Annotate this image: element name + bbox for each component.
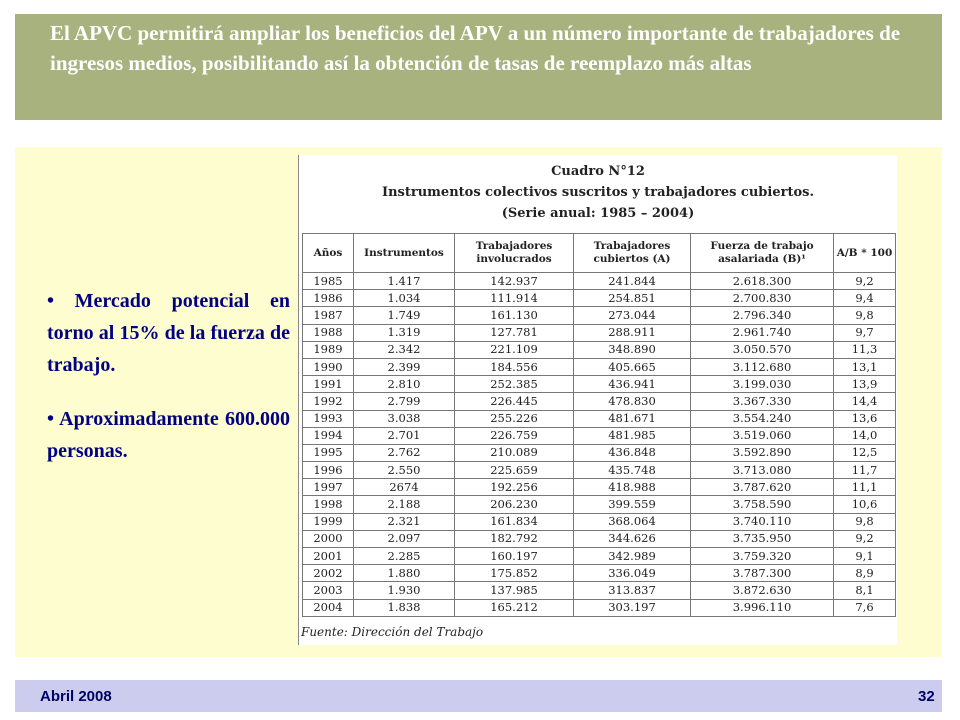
table-row bbox=[303, 513, 896, 530]
table-cell: 1996 bbox=[303, 462, 354, 479]
table-cell: 2.285 bbox=[354, 548, 455, 565]
col-header-labor-force: Fuerza de trabajo asalariada (B)¹ bbox=[691, 234, 834, 273]
table-cell: 3.112.680 bbox=[691, 358, 834, 375]
table-cell: 2674 bbox=[354, 479, 455, 496]
table-cell: 405.665 bbox=[574, 358, 691, 375]
table-cell: 111.914 bbox=[455, 290, 574, 307]
table-cell: 192.256 bbox=[455, 479, 574, 496]
table-cell: 2.342 bbox=[354, 341, 455, 358]
table-cell: 11,1 bbox=[834, 479, 896, 496]
table-cell: 336.049 bbox=[574, 565, 691, 582]
table-cell: 348.890 bbox=[574, 341, 691, 358]
table-row bbox=[303, 565, 896, 582]
table-cell: 161.130 bbox=[455, 307, 574, 324]
page-number: 32 bbox=[918, 688, 935, 705]
table-cell: 3.050.570 bbox=[691, 341, 834, 358]
table-title bbox=[299, 161, 897, 224]
table-row bbox=[303, 548, 896, 565]
col-header-instruments: Instrumentos bbox=[354, 234, 455, 273]
table-cell: 3.758.590 bbox=[691, 496, 834, 513]
table-cell: 3.367.330 bbox=[691, 393, 834, 410]
table-cell: 7,6 bbox=[834, 599, 896, 616]
table-cell: 436.941 bbox=[574, 376, 691, 393]
table-cell: 3.735.950 bbox=[691, 530, 834, 547]
data-table-figure bbox=[298, 155, 897, 645]
table-title-line-2: Instrumentos colectivos suscritos y trabajadores cubiertos. bbox=[382, 185, 814, 200]
table-cell: 2.399 bbox=[354, 358, 455, 375]
table-row bbox=[303, 358, 896, 375]
table-cell: 9,2 bbox=[834, 530, 896, 547]
table-row bbox=[303, 273, 896, 290]
table-cell: 9,2 bbox=[834, 273, 896, 290]
table-cell: 2.321 bbox=[354, 513, 455, 530]
table-row bbox=[303, 599, 896, 616]
table-cell: 1.880 bbox=[354, 565, 455, 582]
table-cell: 1999 bbox=[303, 513, 354, 530]
table-cell: 1.034 bbox=[354, 290, 455, 307]
table-cell: 9,8 bbox=[834, 307, 896, 324]
table-cell: 2002 bbox=[303, 565, 354, 582]
table-title-line-1: Cuadro N°12 bbox=[551, 164, 645, 179]
table-cell: 8,9 bbox=[834, 565, 896, 582]
table-row bbox=[303, 393, 896, 410]
table-cell: 255.226 bbox=[455, 410, 574, 427]
table-cell: 3.740.110 bbox=[691, 513, 834, 530]
table-cell: 9,1 bbox=[834, 548, 896, 565]
table-row bbox=[303, 290, 896, 307]
table-row bbox=[303, 462, 896, 479]
table-cell: 1987 bbox=[303, 307, 354, 324]
table-cell: 435.748 bbox=[574, 462, 691, 479]
table-cell: 3.592.890 bbox=[691, 444, 834, 461]
table-row bbox=[303, 427, 896, 444]
col-header-years: Años bbox=[303, 234, 354, 273]
col-header-ratio: A/B * 100 bbox=[834, 234, 896, 273]
table-cell: 221.109 bbox=[455, 341, 574, 358]
table-cell: 11,3 bbox=[834, 341, 896, 358]
table-row bbox=[303, 324, 896, 341]
table-row bbox=[303, 341, 896, 358]
table-cell: 206.230 bbox=[455, 496, 574, 513]
table-cell: 142.937 bbox=[455, 273, 574, 290]
table-cell: 14,4 bbox=[834, 393, 896, 410]
table-cell: 1993 bbox=[303, 410, 354, 427]
bullet-list bbox=[47, 285, 290, 489]
table-cell: 3.713.080 bbox=[691, 462, 834, 479]
table-source: Fuente: Dirección del Trabajo bbox=[301, 625, 484, 639]
table-cell: 1995 bbox=[303, 444, 354, 461]
table-cell: 210.089 bbox=[455, 444, 574, 461]
table-cell: 3.787.620 bbox=[691, 479, 834, 496]
table-cell: 1986 bbox=[303, 290, 354, 307]
table-row bbox=[303, 582, 896, 599]
table-cell: 3.759.320 bbox=[691, 548, 834, 565]
data-table bbox=[302, 233, 896, 617]
table-cell: 137.985 bbox=[455, 582, 574, 599]
table-cell: 3.872.630 bbox=[691, 582, 834, 599]
table-cell: 161.834 bbox=[455, 513, 574, 530]
table-cell: 9,4 bbox=[834, 290, 896, 307]
table-cell: 2000 bbox=[303, 530, 354, 547]
table-cell: 2.188 bbox=[354, 496, 455, 513]
table-cell: 2.700.830 bbox=[691, 290, 834, 307]
table-cell: 1990 bbox=[303, 358, 354, 375]
table-cell: 2.550 bbox=[354, 462, 455, 479]
table-cell: 182.792 bbox=[455, 530, 574, 547]
table-cell: 1.749 bbox=[354, 307, 455, 324]
table-cell: 225.659 bbox=[455, 462, 574, 479]
table-cell: 13,9 bbox=[834, 376, 896, 393]
table-cell: 368.064 bbox=[574, 513, 691, 530]
table-cell: 481.985 bbox=[574, 427, 691, 444]
footer-date: Abril 2008 bbox=[40, 688, 112, 705]
table-row bbox=[303, 496, 896, 513]
table-cell: 1985 bbox=[303, 273, 354, 290]
table-cell: 1989 bbox=[303, 341, 354, 358]
table-cell: 13,6 bbox=[834, 410, 896, 427]
table-cell: 2.796.340 bbox=[691, 307, 834, 324]
table-row bbox=[303, 376, 896, 393]
table-cell: 303.197 bbox=[574, 599, 691, 616]
table-cell: 13,1 bbox=[834, 358, 896, 375]
table-cell: 2.097 bbox=[354, 530, 455, 547]
col-header-workers-involved: Trabajadores involucrados bbox=[455, 234, 574, 273]
table-cell: 1.930 bbox=[354, 582, 455, 599]
footer-bar bbox=[15, 680, 942, 712]
table-cell: 184.556 bbox=[455, 358, 574, 375]
table-cell: 3.554.240 bbox=[691, 410, 834, 427]
table-row bbox=[303, 444, 896, 461]
table-cell: 11,7 bbox=[834, 462, 896, 479]
table-cell: 226.759 bbox=[455, 427, 574, 444]
table-title-line-3: (Serie anual: 1985 – 2004) bbox=[501, 206, 695, 221]
table-cell: 418.988 bbox=[574, 479, 691, 496]
table-cell: 1.417 bbox=[354, 273, 455, 290]
table-cell: 399.559 bbox=[574, 496, 691, 513]
table-cell: 3.199.030 bbox=[691, 376, 834, 393]
table-cell: 2.799 bbox=[354, 393, 455, 410]
table-cell: 2.961.740 bbox=[691, 324, 834, 341]
table-cell: 2.810 bbox=[354, 376, 455, 393]
table-cell: 3.996.110 bbox=[691, 599, 834, 616]
table-cell: 241.844 bbox=[574, 273, 691, 290]
table-cell: 8,1 bbox=[834, 582, 896, 599]
table-header-row bbox=[303, 234, 896, 273]
table-cell: 3.519.060 bbox=[691, 427, 834, 444]
table-cell: 1992 bbox=[303, 393, 354, 410]
table-body bbox=[303, 273, 896, 617]
table-row bbox=[303, 307, 896, 324]
bullet-market-potential: • Mercado potencial en torno al 15% de la fuerza de trabajo. bbox=[47, 290, 290, 376]
table-cell: 313.837 bbox=[574, 582, 691, 599]
table-cell: 252.385 bbox=[455, 376, 574, 393]
table-cell: 10,6 bbox=[834, 496, 896, 513]
table-cell: 1991 bbox=[303, 376, 354, 393]
table-cell: 3.787.300 bbox=[691, 565, 834, 582]
table-cell: 2003 bbox=[303, 582, 354, 599]
table-cell: 2001 bbox=[303, 548, 354, 565]
table-cell: 3.038 bbox=[354, 410, 455, 427]
table-cell: 2.762 bbox=[354, 444, 455, 461]
table-cell: 1.838 bbox=[354, 599, 455, 616]
table-cell: 436.848 bbox=[574, 444, 691, 461]
table-cell: 9,7 bbox=[834, 324, 896, 341]
table-cell: 478.830 bbox=[574, 393, 691, 410]
table-cell: 9,8 bbox=[834, 513, 896, 530]
table-row bbox=[303, 410, 896, 427]
table-cell: 14,0 bbox=[834, 427, 896, 444]
table-cell: 2.701 bbox=[354, 427, 455, 444]
table-cell: 254.851 bbox=[574, 290, 691, 307]
table-row bbox=[303, 479, 896, 496]
col-header-workers-covered: Trabajadores cubiertos (A) bbox=[574, 234, 691, 273]
table-cell: 273.044 bbox=[574, 307, 691, 324]
table-cell: 2.618.300 bbox=[691, 273, 834, 290]
table-cell: 342.989 bbox=[574, 548, 691, 565]
table-cell: 1.319 bbox=[354, 324, 455, 341]
table-cell: 175.852 bbox=[455, 565, 574, 582]
table-cell: 165.212 bbox=[455, 599, 574, 616]
table-cell: 160.197 bbox=[455, 548, 574, 565]
table-cell: 288.911 bbox=[574, 324, 691, 341]
table-cell: 226.445 bbox=[455, 393, 574, 410]
table-row bbox=[303, 530, 896, 547]
table-cell: 1994 bbox=[303, 427, 354, 444]
table-cell: 1988 bbox=[303, 324, 354, 341]
table-cell: 1998 bbox=[303, 496, 354, 513]
table-cell: 127.781 bbox=[455, 324, 574, 341]
table-cell: 481.671 bbox=[574, 410, 691, 427]
table-cell: 2004 bbox=[303, 599, 354, 616]
table-cell: 344.626 bbox=[574, 530, 691, 547]
table-cell: 1997 bbox=[303, 479, 354, 496]
table-cell: 12,5 bbox=[834, 444, 896, 461]
slide-title: El APVC permitirá ampliar los beneficios del APV a un número importante de trabajadores de ingresos medios, posibilitando así la obtención de tasas de reemplazo más altas bbox=[50, 21, 901, 75]
bullet-people-count: • Aproximadamente 600.000 personas. bbox=[47, 408, 290, 462]
